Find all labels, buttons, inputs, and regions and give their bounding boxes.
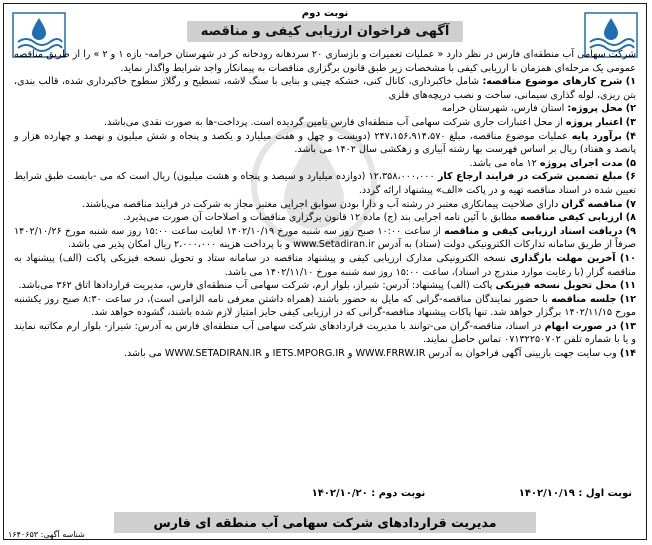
item-title: آخرین مهلت بارگذاری	[510, 252, 616, 264]
item-number: ۱۴)	[619, 348, 636, 360]
footer-issuer: مدیریت قراردادهای شرکت سهامی آب منطقه ای فارس	[114, 512, 536, 533]
item-text: از محل اعتبارات جاری شرکت سهامی آب منطقه‌ای فارس تامین گردیده است. پرداخت-ها به صورت نقدی می‌باشد.	[104, 116, 566, 128]
item-number: ۲)	[625, 103, 636, 115]
item-title: برآورد پایه	[571, 130, 622, 142]
item-text: در اسناد، مناقصه-گران می-توانند با مدیریت قراردادهای شرکت سهامی آب منطقه‌ای فارس به آدرس: شیراز- بلوار ارم مکاتبه نمایند و یا با شماره تلفن ۰۷۱۳۲۲۵۰۷۰۲ تماس حاصل نمایند.	[14, 320, 636, 346]
ad-frame	[3, 3, 647, 540]
item-number: ۱۲)	[619, 293, 636, 305]
item-number: ۹)	[625, 225, 636, 237]
item-number: ۱)	[625, 76, 636, 88]
item-title: ارزیابی کیفی مناقصه	[520, 212, 623, 224]
intro-paragraph: شرکت سهامی آب منطقه‌ای فارس در نظر دارد « عملیات تعمیرات و بازسازی ۲۰ سردهانه رودخانه کر در شهرستان خرامه- بازه ۱ و ۲ » را از طریق مناقصه عمومی یک مرحله‌ای همزمان با ارزیابی کیفی با مشخصات زیر طبق قانون برگزاری مناقصات به پیمانکار واجد شرایط واگذار نماید.	[14, 49, 636, 74]
item-text: از ساعت ۱۰:۰۰ صبح روز سه شنبه مورخ ۱۴۰۲/۱۰/۱۹ لغایت ساعت ۱۵:۰۰ روز سه شنبه مورخ ۱۴۰۲/۱۰/۲۶ صرفاً از طریق سامانه تدارکات الکترونیکی دولت (ستاد) به آدرس www.Setadiran.ir و با پرداخت هزینه ۲،۰۰۰،۰۰۰ ریال امکان پذیر می باشد.	[14, 225, 636, 251]
item-text: با حضور نمایندگان مناقصه-گرانی که مایل به حضور باشند (همراه داشتن معرفی نامه الزامی است)، در ساعت ۸:۳۰ صبح روز یکشنبه مورخ ۱۴۰۲/۱۱/۱۵ برگزار خواهد شد. تنها پاکات پیشنهاد مناقصه-گرانی که در ارزیابی کیفی حایز امتیاز لازم شده باشند، گشوده خواهد شد.	[14, 293, 636, 319]
item-text: نسخه الکترونیکی مدارک ارزیابی کیفی و پیشنهاد مناقصه در سامانه ستاد و تحویل نسخه فیزیکی پاکت (الف) پیشنهاد به مناقصه گزار (با رعایت موارد مندرج در اسناد)، ساعت ۱۵:۰۰ روز سه شنبه مورخ ۱۴۰۲/۱۱/۱۰ می باشد.	[14, 252, 636, 278]
item-title: در صورت ابهام	[544, 320, 617, 332]
items-list	[14, 75, 636, 360]
item-title: جلسه مناقصه	[551, 293, 617, 305]
publish-dates	[18, 488, 632, 499]
ad-body	[14, 48, 636, 361]
item-text: شامل خاکبرداری، کانال کنی، خشکه چینی و بنایی با سنگ لاشه، تسطیح و رگلاژ سطوح خاکبرداری شده، قالب بندی، بتن ریزی، لوله گذاری سیمانی، ساخت و نصب دریچه‌های فلزی	[14, 76, 636, 101]
item-number: ۱۱)	[619, 280, 636, 292]
item-number: ۴)	[625, 130, 636, 142]
list-item	[14, 170, 636, 197]
item-number: ۸)	[625, 212, 636, 224]
ad-title: آگهی فراخوان ارزیابی کیفی و مناقصه	[187, 21, 464, 42]
item-text: وب سایت جهت بازبینی آگهی فراخوان به آدرس WWW.FRRW.IR و IETS.MPORG.IR و WWW.SETADIRAN.IR می باشد.	[123, 348, 617, 360]
item-title: محل پروژه:	[567, 103, 623, 115]
list-item	[14, 320, 636, 347]
list-item	[14, 211, 636, 225]
item-title: اعتبار پروژه	[565, 116, 623, 128]
item-text: مطابق با آئین نامه اجرایی بند (ج) ماده ۱۲ قانون برگزاری مناقصات و اصلاحات آن صورت می‌پذیرد.	[123, 212, 521, 224]
item-title: مناقصه گران	[561, 198, 623, 210]
list-item	[14, 102, 636, 116]
list-item	[14, 198, 636, 212]
list-item	[14, 130, 636, 157]
item-text: پاکت (الف) پیشنهاد: آدرس: شیراز، بلوار ارم، شرکت سهامی آب منطقه‌ای فارس، مدیریت قراردادها اتاق ۳۶۲ می‌باشد.	[18, 280, 496, 292]
list-item	[14, 279, 636, 293]
list-item	[14, 347, 636, 361]
list-item	[14, 157, 636, 171]
ad-header	[74, 8, 576, 42]
item-number: ۱۰)	[619, 252, 636, 264]
list-item	[14, 293, 636, 320]
list-item	[14, 225, 636, 252]
list-item	[14, 75, 636, 102]
item-text: ۱۲،۳۵۸،۰۰۰،۰۰۰ (دوازده میلیارد و سیصد و پنجاه و هشت میلیون) ریال است که می -بایست طبق شرایط تعیین شده در اسناد مناقصه تهیه و در پاکت «الف» پیشنهاد ارائه گردد.	[14, 171, 636, 196]
item-title: دریافت اسناد ارزیابی کیفی و مناقصه	[444, 225, 623, 237]
list-item	[14, 116, 636, 130]
item-text: دارای صلاحیت پیمانکاری معتبر در رشته آب و دارا بودن سوابق اجرایی معتبر مجاز به شرکت در فرایند مناقصه می‌باشند.	[82, 198, 562, 210]
item-number: ۷)	[625, 198, 636, 210]
item-text: استان فارس، شهرستان خرامه	[441, 103, 568, 115]
ad-id: شناسه آگهی: ۱۶۴۰۶۵۳	[8, 530, 85, 539]
item-number: ۵)	[625, 157, 636, 169]
item-number: ۳)	[625, 116, 636, 128]
item-title: مدت اجرای پروژه	[539, 157, 623, 169]
item-title: مبلغ تضمین شرکت در فرایند ارجاع کار	[437, 171, 623, 183]
item-number: ۱۳)	[619, 320, 636, 332]
item-title: شرح کارهای موضوع مناقصه:	[482, 76, 623, 88]
item-number: ۶)	[625, 171, 636, 183]
item-title: محل تحویل نسخه فیزیکی	[495, 280, 617, 292]
round-label: نوبت دوم	[301, 8, 349, 19]
item-text: ۱۲ ماه می باشد.	[469, 157, 540, 169]
second-round-date: نوبت دوم : ۱۴۰۲/۱۰/۲۰	[311, 488, 426, 499]
item-text: عملیات موضوع مناقصه، مبلغ ۲۴۷،۱۵۶،۹۱۴،۵۷۰ (دویست و چهل و هفت میلیارد و یکصد و پنجاه و شش میلیون و نهصد و چهارده هزار و پانصد و هفتاد) ریال بر اساس فهرست بها رشته آبیاری و زهکشی سال ۱۴۰۲ می باشد.	[14, 130, 636, 156]
first-round-date: نوبت اول : ۱۴۰۲/۱۰/۱۹	[518, 488, 632, 499]
list-item	[14, 252, 636, 279]
